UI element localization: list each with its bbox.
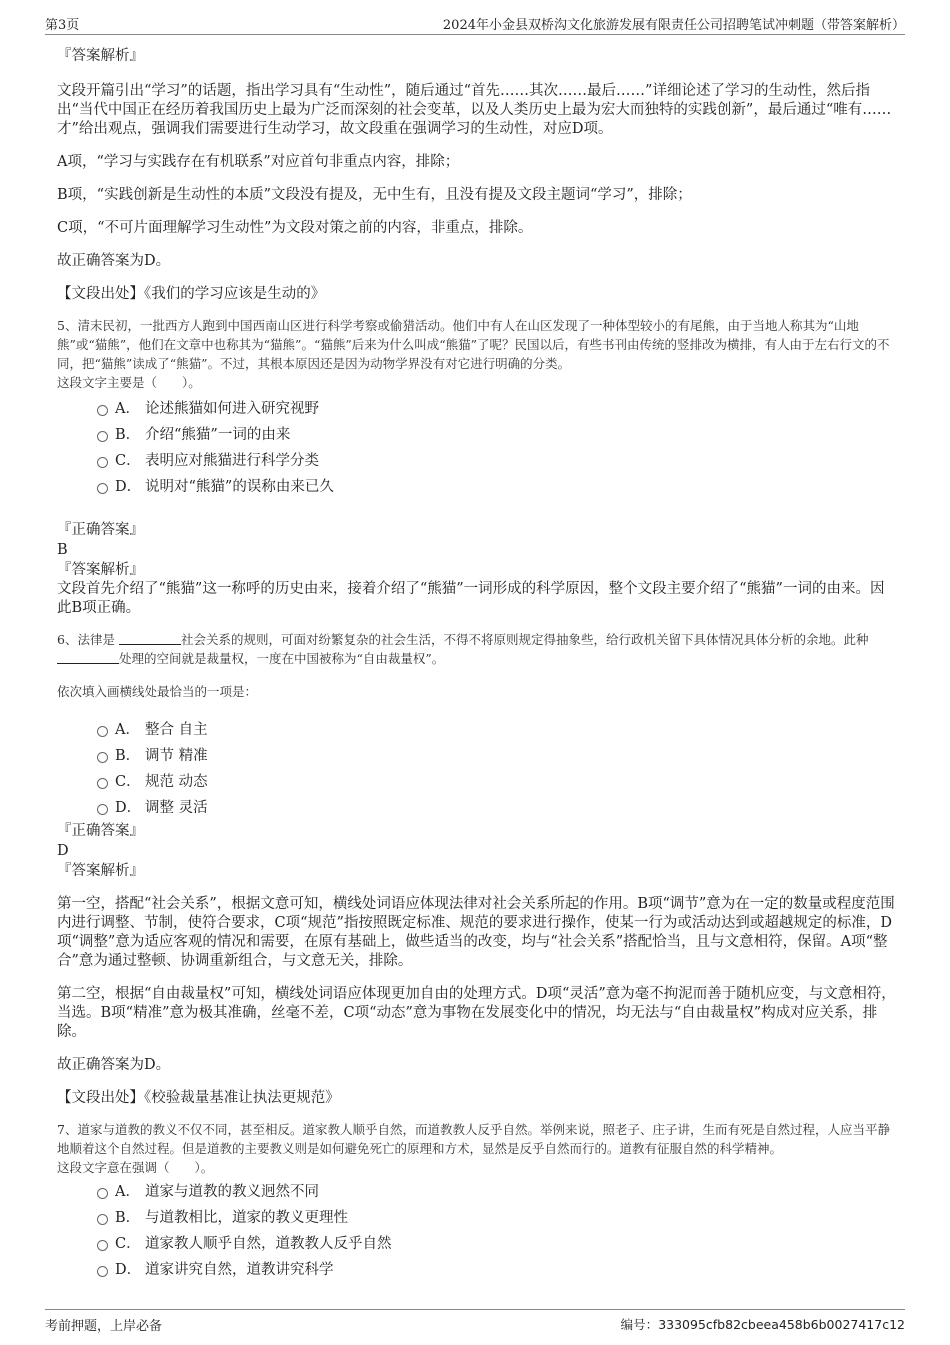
page-number: 第3页 [45, 18, 80, 33]
code-label: 编号： [620, 1317, 659, 1332]
option-letter: D． [115, 1262, 142, 1278]
q6-options [57, 717, 897, 821]
q6-question: 依次填入画横线处最恰当的一项是： [57, 684, 258, 699]
radio-icon[interactable] [97, 457, 108, 468]
document-body [57, 44, 897, 1283]
q4-analysis-label: 『答案解析』 [57, 48, 144, 64]
q7-stem: 7、道家与道教的教义不仅不同，甚至相反。道家教人顺乎自然，而道教教人反乎自然。举例来说，照老子、庄子讲，生而有死是自然过程，人应当平静地顺着这个自然过程。但是道教的主要教义则是如何避免死亡的原理和方术，显然是反乎自然而行的。道教有征服自然的科学精神。 [57, 1122, 890, 1156]
radio-icon[interactable] [97, 1240, 108, 1251]
q6-answer: D [57, 843, 69, 859]
q5-option-c[interactable] [57, 448, 897, 474]
q6-source-label: 【文段出处】 [57, 1090, 144, 1106]
document-code [621, 1315, 905, 1333]
q4-conclusion: 故正确答案为D。 [57, 253, 171, 269]
q4-source-label: 【文段出处】 [57, 286, 144, 302]
q7-options [57, 1179, 897, 1283]
blank-line [119, 632, 181, 645]
q4-analysis-option-c: C项，“不可片面理解学习生动性”为文段对策之前的内容，非重点，排除。 [57, 220, 533, 236]
radio-icon[interactable] [97, 1214, 108, 1225]
option-text: 整合 自主 [145, 722, 208, 738]
q6-answer-label: 『正确答案』 [57, 823, 144, 839]
q6-stem-pre: 6、法律是 [57, 632, 115, 647]
q7-question: 这段文字意在强调（ ）。 [57, 1160, 214, 1175]
option-text: 说明对“熊猫”的误称由来已久 [145, 479, 334, 495]
q5-options [57, 396, 897, 500]
q6-stem [57, 630, 897, 668]
q6-source-title: 《校验裁量基准让执法更规范》 [144, 1090, 340, 1106]
q4-analysis-option-a: A项，“学习与实践存在有机联系”对应首句非重点内容，排除； [57, 154, 460, 170]
option-letter: C． [115, 453, 141, 469]
q7-option-b[interactable] [57, 1205, 897, 1231]
option-text: 介绍“熊猫”一词的由来 [145, 427, 291, 443]
option-letter: C． [115, 774, 141, 790]
document-title: 2024年小金县双桥沟文化旅游发展有限责任公司招聘笔试冲刺题（带答案解析） [442, 18, 905, 33]
option-text: 规范 动态 [145, 774, 208, 790]
option-letter: A． [115, 1184, 140, 1200]
q6-stem-mid: 社会关系的规则，可面对纷繁复杂的社会生活，不得不将原则规定得抽象些，给行政机关留下具体情况具体分析的余地。此种 [180, 632, 869, 647]
footer-slogan: 考前押题，上岸必备 [45, 1319, 163, 1334]
blank-line [57, 651, 119, 664]
q5-answer: B [57, 542, 68, 558]
q7-option-a[interactable] [57, 1179, 897, 1205]
option-text: 与道教相比，道家的教义更理性 [145, 1210, 348, 1226]
q6-analysis-paragraph-1: 第一空，搭配“社会关系”，根据文意可知，横线处词语应体现法律对社会关系所起的作用。B项“调节”意为在一定的数量或程度范围内进行调整、节制，使符合要求，C项“规范”指按照既定标准、规范的要求进行操作，使某一行为或活动达到或超越规定的标准，D项“调整”意为适应客观的情况和需要，在原有基础上，做些适当的改变，均与“社会关系”搭配恰当，且与文意相符，保留。A项“整合”意为通过整顿、协调重新组合，与文意无关，排除。 [57, 896, 895, 969]
option-letter: B． [115, 1210, 141, 1226]
option-text: 道家讲究自然，道教讲究科学 [145, 1262, 334, 1278]
q4-source-title: 《我们的学习应该是生动的》 [144, 286, 326, 302]
q5-question: 这段文字主要是（ ）。 [57, 375, 201, 390]
radio-icon[interactable] [97, 804, 108, 815]
radio-icon[interactable] [97, 778, 108, 789]
option-text: 调整 灵活 [145, 800, 208, 816]
option-letter: D． [115, 800, 142, 816]
q5-stem: 5、清末民初，一批西方人跑到中国西南山区进行科学考察或偷猎活动。他们中有人在山区发现了一种体型较小的有尾熊，由于当地人称其为“山地熊”或“猫熊”，他们在文章中也称其为“猫熊”。“猫熊”后来为什么叫成“熊猫”了呢？民国以后，有些书刊由传统的竖排改为横排，有人由于左右行文的不同，把“猫熊”读成了“熊猫”。不过，其根本原因还是因为动物学界没有对它进行明确的分类。 [57, 318, 890, 371]
q6-option-c[interactable] [57, 769, 897, 795]
q6-option-d[interactable] [57, 795, 897, 821]
radio-icon[interactable] [97, 752, 108, 763]
q6-analysis-label: 『答案解析』 [57, 863, 144, 879]
radio-icon[interactable] [97, 726, 108, 737]
radio-icon[interactable] [97, 405, 108, 416]
radio-icon[interactable] [97, 483, 108, 494]
radio-icon[interactable] [97, 1266, 108, 1277]
option-letter: A． [115, 722, 140, 738]
q6-analysis-paragraph-2: 第二空，根据“自由裁量权”可知，横线处词语应体现更加自由的处理方式。D项“灵活”意为毫不拘泥而善于随机应变，与文意相符，当选。B项“精准”意为极其准确，丝毫不差，C项“动态”意为事物在发展变化中的情况，均无法与“自由裁量权”构成对应关系，排除。 [57, 986, 896, 1040]
option-letter: B． [115, 427, 141, 443]
q6-conclusion: 故正确答案为D。 [57, 1057, 171, 1073]
q7-option-c[interactable] [57, 1231, 897, 1257]
page-footer [45, 1309, 905, 1340]
q7-option-d[interactable] [57, 1257, 897, 1283]
option-text: 道家教人顺乎自然，道教教人反乎自然 [145, 1236, 392, 1252]
q6-option-b[interactable] [57, 743, 897, 769]
option-text: 调节 精准 [145, 748, 208, 764]
q6-option-a[interactable] [57, 717, 897, 743]
q5-analysis: 文段首先介绍了“熊猫”这一称呼的历史由来，接着介绍了“熊猫”一词形成的科学原因，整个文段主要介绍了“熊猫”一词的由来。因此B项正确。 [57, 581, 885, 616]
option-text: 表明应对熊猫进行科学分类 [145, 453, 319, 469]
page-header [45, 12, 905, 35]
q4-analysis-paragraph: 文段开篇引出“学习”的话题，指出学习具有“生动性”，随后通过“首先……其次……最后……”详细论述了学习的生动性，然后指出“当代中国正在经历着我国历史上最为广泛而深刻的社会变革，以及人类历史上最为宏大而独特的实践创新”，最后通过“唯有……才”给出观点，强调我们需要进行生动学习，故文段重在强调学习的生动性，对应D项。 [57, 83, 892, 137]
q4-source [57, 285, 897, 304]
q5-option-d[interactable] [57, 474, 897, 500]
option-letter: A． [115, 401, 140, 417]
q6-stem-post: 处理的空间就是裁量权，一度在中国被称为“自由裁量权”。 [119, 651, 445, 666]
q4-analysis-option-b: B项，“实践创新是生动性的本质”文段没有提及，无中生有，且没有提及文段主题词“学习”，排除； [57, 187, 692, 203]
option-letter: C． [115, 1236, 141, 1252]
option-text: 论述熊猫如何进入研究视野 [145, 401, 319, 417]
q5-option-a[interactable] [57, 396, 897, 422]
q5-answer-label: 『正确答案』 [57, 522, 144, 538]
code-value: 333095cfb82cbeea458b6b0027417c12 [658, 1317, 905, 1332]
option-letter: D． [115, 479, 142, 495]
radio-icon[interactable] [97, 431, 108, 442]
q5-option-b[interactable] [57, 422, 897, 448]
option-letter: B． [115, 748, 141, 764]
q5-analysis-label: 『答案解析』 [57, 562, 144, 578]
option-text: 道家与道教的教义迥然不同 [145, 1184, 319, 1200]
q6-source [57, 1089, 897, 1108]
radio-icon[interactable] [97, 1188, 108, 1199]
